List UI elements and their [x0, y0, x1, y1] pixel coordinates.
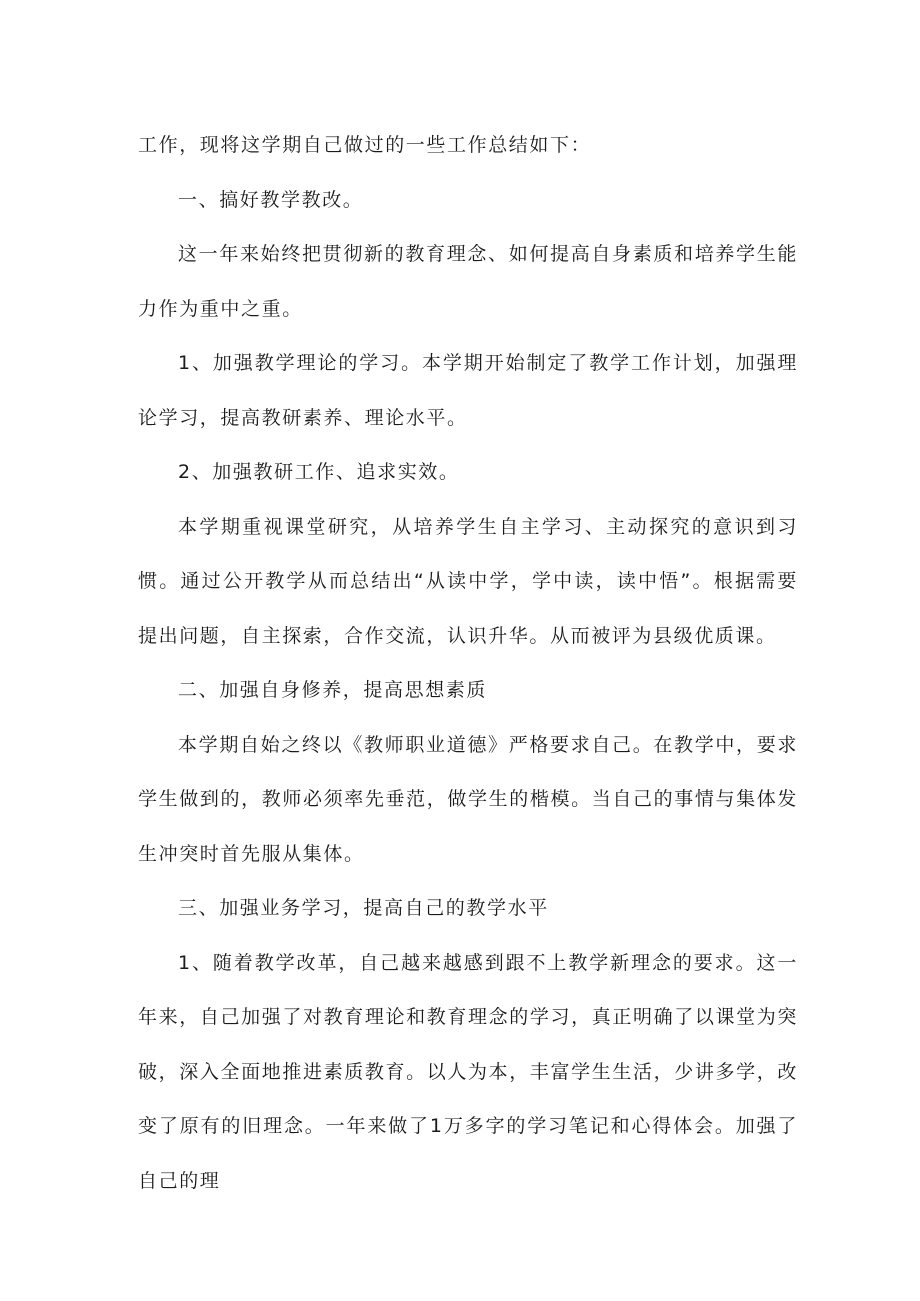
paragraph: 1、随着教学改革，自己越来越感到跟不上教学新理念的要求。这一年来，自己加强了对教育理论和教育理念的学习，真正明确了以课堂为突破，深入全面地推进素质教育。以人为本，丰富学生生活，少讲多学，改变了原有的旧理念。一年来做了1万多字的学习笔记和心得体会。加强了自己的理 — [138, 951, 798, 1192]
paragraph: 本学期重视课堂研究，从培养学生自主学习、主动探究的意识到习惯。通过公开教学从而总结出“从读中学，学中读，读中悟”。根据需要提出问题，自主探索，合作交流，认识升华。从而被评为县级优质课。 — [138, 515, 798, 647]
section-heading-3: 三、加强业务学习，提高自己的教学水平 — [178, 897, 549, 919]
paragraph-intro: 工作，现将这学期自己做过的一些工作总结如下： — [138, 134, 592, 156]
paragraph: 这一年来始终把贯彻新的教育理念、如何提高自身素质和培养学生能力作为重中之重。 — [138, 243, 798, 320]
paragraph: 本学期自始之终以《教师职业道德》严格要求自己。在教学中，要求学生做到的，教师必须率先垂范，做学生的楷模。当自己的事情与集体发生冲突时首先服从集体。 — [138, 733, 798, 865]
paragraph: 2、加强教研工作、追求实效。 — [178, 461, 460, 483]
section-heading-2: 二、加强自身修养，提高思想素质 — [178, 679, 488, 701]
section-heading-1: 一、搞好教学教改。 — [178, 188, 364, 211]
paragraph: 1、加强教学理论的学习。本学期开始制定了教学工作计划，加强理论学习，提高教研素养、理论水平。 — [138, 352, 798, 429]
document-body — [138, 118, 798, 1208]
